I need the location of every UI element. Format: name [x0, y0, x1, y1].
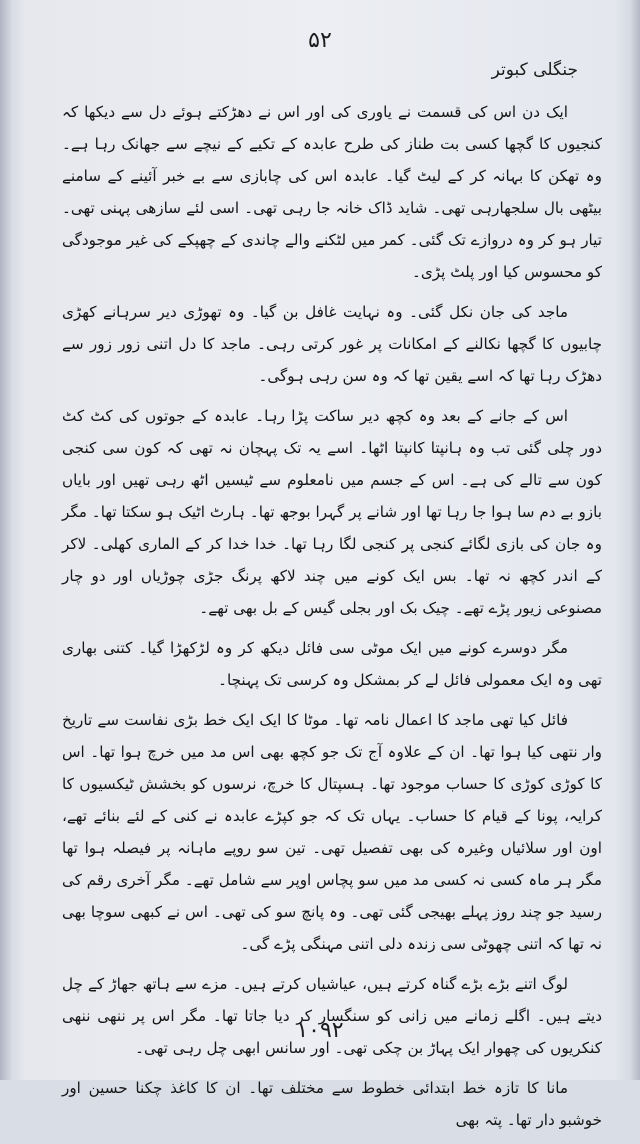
paragraph: ایک دن اس کی قسمت نے یاوری کی اور اس نے دھڑکتے ہوئے دل سے دیکھا کہ کنجیوں کا گچھا کسی بت طناز کی طرح عابدہ کے تکیے کے نیچے سے جھانک رہا ہے۔ وہ تھکن کا بہانہ کر کے لیٹ گیا۔ عابدہ اس کی چابازی سے بے خبر آئینے کے سامنے بیٹھی بال سلجھارہی تھی۔ شاید ڈاک خانہ جا رہی تھی۔ اسی لئے سازھی پہنی تھی۔ تیار ہو کر وہ دروازے تک گئی۔ کمر میں لٹکنے والے چاندی کے چھپکے کی غیر موجودگی کو محسوس کیا اور پلٹ پڑی۔	[62, 103, 602, 281]
paragraph: ماجد کی جان نکل گئی۔ وہ نہایت غافل بن گیا۔ وہ تھوڑی دیر سرہانے کھڑی چابیوں کا گچھا نکالنے کے امکانات پر غور کرتی رہی۔ ماجد کا دل اتنی زور زور سے دھڑک رہا تھا کہ اسے یقین تھا کہ وہ سن رہی ہوگی۔	[62, 303, 602, 385]
paragraph: لوگ اتنے بڑے بڑے گناہ کرتے ہیں، عیاشیاں کرتے ہیں۔ مزے سے ہاتھ جھاڑ کے چل دیتے ہیں۔ اگلے زمانے میں زانی کو سنگسار کر دیا جاتا تھا۔ مگر اس پر ننھی ننھی کنکریوں کی چھوار ایک پہاڑ بن چکی تھی۔ اور سانس ابھی چل رہی تھی۔	[62, 975, 602, 1057]
paragraph: فائل کیا تھی ماجد کا اعمال نامہ تھا۔ موٹا کا ایک ایک خط بڑی نفاست سے تاریخ وار نتھی کیا ہوا تھا۔ ان کے علاوہ آج تک جو کچھ بھی اس مد میں خرچ ہوا تھا۔ اس کا کوڑی کوڑی کا حساب موجود تھا۔ ہسپتال کا خرچ، نرسوں کو بخشش ٹیکسیوں کا کرایہ، پونا کے قیام کا حساب۔ یہاں تک کہ جو کپڑے عابدہ نے کنی کے لئے بنائے تھے، اون اور سلائیاں وغیرہ کی بھی تفصیل تھی۔ تین سو روپے ماہانہ پر فیصلہ ہوا تھا مگر ہر ماہ کسی نہ کسی مد میں سو پچاس اوپر سے شامل تھے۔ مگر آخری رقم کی رسید جو چند روز پہلے بھیجی گئی تھی۔ وہ پانچ سو کی تھی۔ اس نے کبھی سوچا بھی نہ تھا کہ اتنی چھوٹی سی زندہ دلی اتنی مہنگی پڑے گی۔	[62, 711, 602, 953]
paragraph: اس کے جانے کے بعد وہ کچھ دیر ساکت پڑا رہا۔ عابدہ کے جوتوں کی کٹ کٹ دور چلی گئی تب وہ ہانپتا کانپتا اٹھا۔ اسے یہ تک پہچان نہ تھی کہ کون سی کنجی کون سے تالے کی ہے۔ اس کے جسم میں نامعلوم سے ٹیسیں اٹھ رہی تھیں اور بایاں بازو بے دم سا ہوا جا رہا تھا اور شانے پر گہرا بوجھ تھا۔ ہارٹ اٹیک ہو سکتا تھا۔ مگر وہ جان کی بازی لگائے کنجی پر کنجی لگا رہا تھا۔ خدا خدا کر کے الماری کھلی۔ لاکر کے اندر کچھ نہ تھا۔ بس ایک کونے میں چند لاکھ پرنگ جڑی چوڑیاں اور دو چار مصنوعی زیور پڑے تھے۔ چیک بک اور بجلی گیس کے بل بھی تھے۔	[62, 407, 602, 617]
book-spine-shadow	[0, 0, 14, 1080]
volume-page-number: ۱۰۹۲	[296, 1018, 344, 1043]
chapter-page-number: ۵۲	[308, 28, 332, 53]
story-text	[62, 96, 602, 1144]
page-edge-shadow	[630, 0, 640, 1080]
paragraph: مگر دوسرے کونے میں ایک موٹی سی فائل دیکھ کر وہ لڑکھڑا گیا۔ کتنی بھاری تھی وہ ایک معمولی فائل لے کر بمشکل وہ کرسی تک پہنچا۔	[62, 639, 602, 689]
paragraph: مانا کا تازہ خط ابتدائی خطوط سے مختلف تھا۔ ان کا کاغذ چکنا حسین اور خوشبو دار تھا۔ پتہ بھی	[62, 1079, 602, 1129]
story-title: جنگلی کبوتر	[491, 60, 578, 80]
